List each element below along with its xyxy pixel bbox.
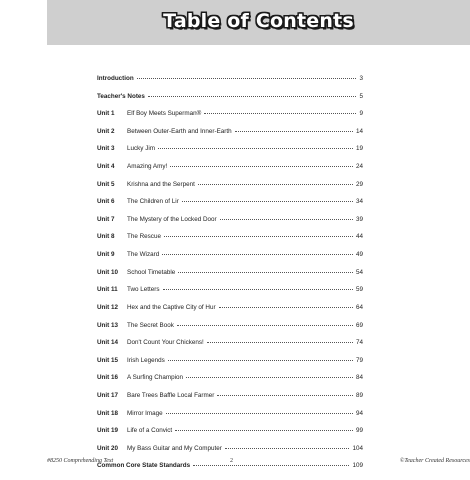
toc-unit-label: Unit 1 <box>97 110 115 118</box>
dot-leader <box>177 325 353 326</box>
dot-leader <box>170 166 353 167</box>
toc-unit-label: Unit 13 <box>97 321 118 329</box>
toc-unit-label: Unit 14 <box>97 339 118 347</box>
toc-entry <box>97 410 363 428</box>
toc-unit-label: Unit 16 <box>97 374 118 382</box>
toc-entry-title: Mirror Image <box>127 409 163 417</box>
footer-copyright: ©Teacher Created Resources <box>399 458 470 464</box>
toc-entry-title: Life of a Convict <box>127 427 173 435</box>
toc-page-number: 109 <box>352 462 363 470</box>
toc-page-number: 59 <box>355 286 363 294</box>
dot-leader <box>186 377 353 378</box>
toc-unit-label: Unit 18 <box>97 409 118 417</box>
toc-page-number: 9 <box>359 110 363 118</box>
dot-leader <box>217 395 353 396</box>
toc-entry <box>97 304 363 322</box>
toc-page-number: 24 <box>355 163 363 171</box>
toc-entry-title: Bare Trees Baffle Local Farmer <box>127 391 215 399</box>
toc-unit-label: Unit 3 <box>97 145 115 153</box>
toc-page-number: 34 <box>355 198 363 206</box>
toc-unit-label: Unit 12 <box>97 303 118 311</box>
toc-entry <box>97 145 363 163</box>
toc-entry <box>97 181 363 199</box>
toc-entry-title: Elf Boy Meets Superman® <box>127 110 202 118</box>
dot-leader <box>220 219 353 220</box>
dot-leader <box>137 78 357 79</box>
dot-leader <box>148 96 357 97</box>
toc-page-number: 19 <box>355 145 363 153</box>
toc-unit-label: Unit 6 <box>97 198 115 206</box>
toc-page-number: 39 <box>355 215 363 223</box>
dot-leader <box>204 113 356 114</box>
toc-entry-title: Between Outer-Earth and Inner-Earth <box>127 127 232 135</box>
toc-page-number: 69 <box>355 321 363 329</box>
toc-page-number: 79 <box>355 356 363 364</box>
toc-unit-label: Unit 5 <box>97 180 115 188</box>
toc-page-number: 64 <box>355 303 363 311</box>
toc-entry <box>97 198 363 216</box>
toc-unit-label: Unit 4 <box>97 163 115 171</box>
toc-entry-title: The Rescue <box>127 233 161 241</box>
toc-page-number: 3 <box>359 75 363 82</box>
dot-leader <box>164 236 353 237</box>
toc-entry <box>97 251 363 269</box>
toc-entry-title: A Surfing Champion <box>127 374 184 382</box>
dot-leader <box>178 272 353 273</box>
toc-page-number: 94 <box>355 409 363 417</box>
toc-unit-label: Unit 19 <box>97 427 118 435</box>
toc-page-number: 89 <box>355 391 363 399</box>
toc-entry-title: The Mystery of the Locked Door <box>127 215 217 223</box>
toc-entry <box>97 93 363 111</box>
toc-unit-label: Unit 10 <box>97 268 118 276</box>
dot-leader <box>198 184 353 185</box>
toc-page-number: 99 <box>355 427 363 435</box>
table-of-contents <box>97 75 363 480</box>
dot-leader <box>207 342 353 343</box>
toc-page-number: 5 <box>359 92 363 100</box>
footer-product-code: #8250 Comprehending Text <box>47 458 114 464</box>
toc-entry-title: Lucky Jim <box>127 145 155 153</box>
toc-entry <box>97 269 363 287</box>
dot-leader <box>175 430 353 431</box>
toc-entry-title: Hex and the Captive City of Hur <box>127 303 216 311</box>
toc-entry-title: The Secret Book <box>127 321 174 329</box>
toc-unit-label: Unit 8 <box>97 233 115 241</box>
toc-unit-label: Unit 17 <box>97 391 118 399</box>
toc-entry <box>97 339 363 357</box>
toc-unit-label: Unit 9 <box>97 251 115 259</box>
toc-page-number: 14 <box>355 127 363 135</box>
dot-leader <box>225 448 350 449</box>
toc-unit-label: Unit 2 <box>97 127 115 135</box>
toc-entry-title: Irish Legends <box>127 356 165 364</box>
dot-leader <box>168 360 353 361</box>
toc-page-number: 54 <box>355 268 363 276</box>
toc-entry <box>97 322 363 340</box>
toc-entry <box>97 392 363 410</box>
toc-entry-title: Introduction <box>97 75 134 82</box>
toc-page-number: 44 <box>355 233 363 241</box>
toc-page-number: 49 <box>355 251 363 259</box>
toc-page-number: 84 <box>355 374 363 382</box>
toc-entry <box>97 75 363 93</box>
toc-entry <box>97 427 363 445</box>
page-footer <box>47 458 470 468</box>
dot-leader <box>163 289 353 290</box>
toc-entry <box>97 163 363 181</box>
toc-entry <box>97 216 363 234</box>
toc-entry-title: The Wizard <box>127 251 160 259</box>
dot-leader <box>158 148 353 149</box>
dot-leader <box>219 307 353 308</box>
toc-entry-title: My Bass Guitar and My Computer <box>127 444 222 452</box>
toc-entry <box>97 110 363 128</box>
toc-entry <box>97 357 363 375</box>
toc-entry <box>97 374 363 392</box>
dot-leader <box>235 131 353 132</box>
dot-leader <box>166 413 353 414</box>
toc-unit-label: Unit 7 <box>97 215 115 223</box>
toc-page-number: 29 <box>355 180 363 188</box>
toc-entry-title: Amazing Amy! <box>127 163 168 171</box>
toc-entry-title: Krishna and the Serpent <box>127 180 195 188</box>
toc-page-number: 74 <box>355 339 363 347</box>
dot-leader <box>162 254 353 255</box>
toc-unit-label: Unit 15 <box>97 356 118 364</box>
toc-unit-label: Unit 20 <box>97 444 118 452</box>
toc-entry-title: Don't Count Your Chickens! <box>127 339 204 347</box>
toc-entry <box>97 286 363 304</box>
toc-entry-title: Teacher's Notes <box>97 92 145 100</box>
toc-entry-title: Common Core State Standards <box>97 462 191 470</box>
toc-entry <box>97 233 363 251</box>
toc-entry <box>97 128 363 146</box>
toc-unit-label: Unit 11 <box>97 286 118 294</box>
toc-entry-title: The Children of Lir <box>127 198 179 206</box>
dot-leader <box>182 201 353 202</box>
toc-entry-title: School Timetable <box>127 268 176 276</box>
toc-entry-title: Two Letters <box>127 286 160 294</box>
toc-page-number: 104 <box>352 444 363 452</box>
page-title: Table of Contents <box>163 10 354 32</box>
footer-page-number: 2 <box>230 458 233 464</box>
